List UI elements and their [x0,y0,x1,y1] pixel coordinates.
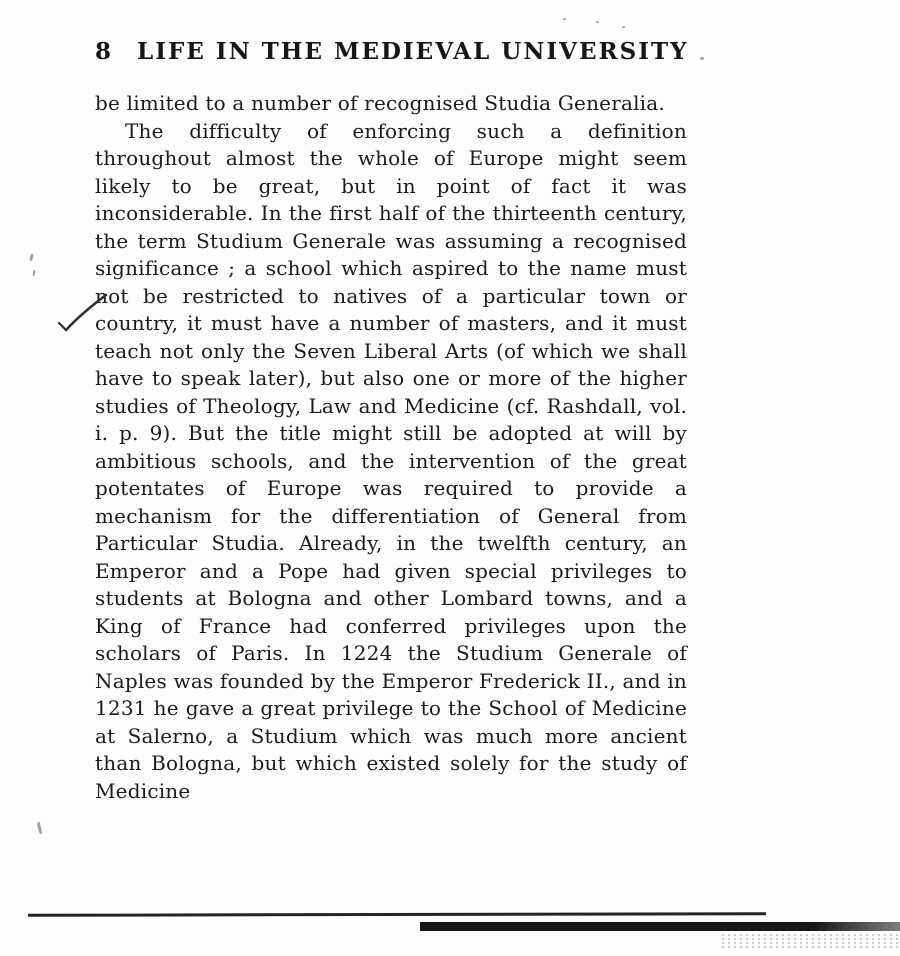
scan-noise-texture [720,933,900,949]
scan-artifact-line [28,912,766,917]
scan-speck [37,822,42,834]
scan-artifact-bar [420,922,900,931]
scan-speck [32,270,35,276]
page-title: LIFE IN THE MEDIEVAL UNIVERSITY [137,38,689,65]
handwritten-checkmark-icon [56,290,110,340]
paragraph: The difficulty of enforcing such a definition throughout almost the whole of Europe might seem likely to be great, but in point of fact it was inconsiderable. In the first half of the thirteenth century, the term Studium Generale was assuming a recognised significance ; a school which aspired to the name must not be restricted to natives of a particular town or country, it must have a number of masters, and it must teach not only the Seven Liberal Arts (of which we shall have to speak later), but also one or more of the higher studies of Theology, Law and Medicine (cf. Rashdall, vol. i. p. 9). But the title might still be adopted at will by ambitious schools, and the intervention of the great potentates of Europe was required to provide a mechanism for the differentiation of General from Particular Studia. Already, in the twelfth century, an Emperor and a Pope had given special privileges to students at Bologna and other Lombard towns, and a King of France had conferred privileges upon the scholars of Paris. In 1224 the Studium Generale of Naples was founded by the Emperor Frederick II., and in 1231 he gave a great privilege to the School of Medicine at Salerno, a Studium which was much more ancient than Bologna, but which existed solely for the study of Medicine [95,118,687,803]
body-text [95,90,687,805]
scan-speck [563,18,566,20]
scan-speck [622,26,625,28]
page-number: 8 [95,38,114,65]
paragraph-continuation: be limited to a number of recognised Studia Generalia. [95,91,665,115]
scan-speck [700,57,704,60]
running-header [95,38,689,65]
scan-speck [596,21,599,23]
scan-speck [29,254,34,262]
